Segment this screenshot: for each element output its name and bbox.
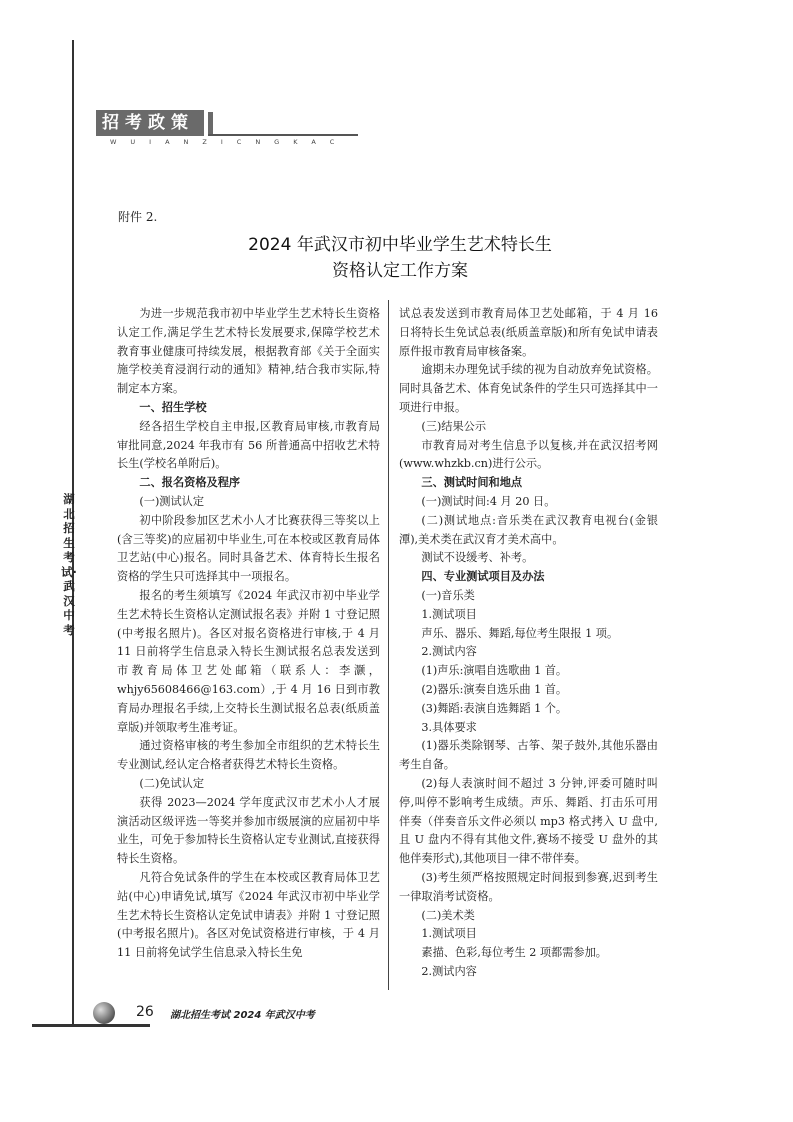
paragraph: 报名的考生须填写《2024 年武汉市初中毕业学生艺术特长生资格认定测试报名表》并附 1 寸登记照(中考报名照片)。各区对报名资格进行审核,于 4 月 11 日前将学生信息录入特长生测试报名总表发送到市教育局体卫艺处邮箱（联系人：李灏，whjy65608466@163.com）,于 4 月 16 日到市教育局办理报名手续,上交特长生测试报名总表(纸质盖章版)并领取考生准考证。 (117, 588, 380, 734)
paragraph: 初中阶段参加区艺术小人才比赛获得三等奖以上(含三等奖)的应届初中毕业生,可在本校或区教育局体卫艺站(中心)报名。同时具备艺术、体育特长生报名资格的学生只可选择其中一项报名。 (117, 513, 380, 584)
section-heading: 三、测试时间和地点 (421, 476, 523, 490)
paragraph: (一)测试时间:4 月 20 日。 (421, 494, 556, 508)
paragraph: (1)器乐类除钢琴、古筝、架子鼓外,其他乐器由考生自备。 (399, 739, 658, 772)
paragraph: 通过资格审核的考生参加全市组织的艺术特长生专业测试,经认定合格者获得艺术特长生资格。 (117, 739, 380, 772)
paragraph: (二)美术类 (421, 908, 475, 922)
paragraph: 市教育局对考生信息予以复核,并在武汉招考网(www.whzkb.cn)进行公示。 (399, 438, 658, 471)
section-pinyin: WUIANZICNGKAC (110, 138, 349, 146)
paragraph: 为进一步规范我市初中毕业学生艺术特长生资格认定工作,满足学生艺术特长发展要求,保障学校艺术教育事业健康可持续发展，根据教育部《关于全面实施学校美育浸润行动的通知》精神,结合我市实际,特制定本方案。 (117, 307, 380, 396)
section-label: 招考政策 (96, 110, 204, 136)
paragraph: 2.测试内容 (421, 964, 477, 978)
body-column-right (399, 305, 658, 982)
paragraph: (3)考生须严格按照规定时间报到参赛,迟到考生一律取消考试资格。 (399, 870, 658, 903)
banner-rule (208, 134, 358, 136)
document-title-line2: 资格认定工作方案 (332, 261, 468, 281)
sidebar-journal-title: 湖北招生考试·武汉中考 (61, 492, 77, 637)
banner-accent (208, 112, 213, 134)
document-title-line1: 2024 年武汉市初中毕业学生艺术特长生 (248, 235, 552, 255)
column-divider (388, 300, 389, 990)
paragraph: (1)声乐:演唱自选歌曲 1 首。 (421, 664, 568, 678)
paragraph: (二)测试地点:音乐类在武汉教育电视台(金银潭),美术类在武汉育才美术高中。 (399, 513, 658, 546)
paragraph: 获得 2023—2024 学年度武汉市艺术小人才展演活动区级评选一等奖并参加市级展演的应届初中毕业生，可免于参加特长生资格认定专业测试,直接获得特长生资格。 (117, 795, 380, 866)
annex-label: 附件 2. (118, 210, 158, 224)
paragraph: 1.测试项目 (421, 927, 477, 941)
paragraph: 素描、色彩,每位考生 2 项都需参加。 (421, 946, 607, 960)
paragraph: (3)舞蹈:表演自选舞蹈 1 个。 (421, 701, 568, 715)
paragraph: 声乐、器乐、舞蹈,每位考生限报 1 项。 (421, 626, 619, 640)
section-banner (96, 110, 358, 148)
paragraph: 3.具体要求 (421, 720, 477, 734)
footer-sphere-icon (93, 1002, 115, 1024)
paragraph: (2)每人表演时间不超过 3 分钟,评委可随时叫停,叫停不影响考生成绩。声乐、舞蹈、打击乐可用伴奏（伴奏音乐文件必须以 mp3 格式拷入 U 盘中,且 U 盘内不得有其他文件,赛场不接受 U 盘外的其他伴奏形式),其他项目一律不带伴奏。 (399, 776, 658, 866)
paragraph: (2)器乐:演奏自选乐曲 1 首。 (421, 682, 568, 696)
paragraph: (一)音乐类 (421, 588, 475, 602)
section-heading: 四、专业测试项目及办法 (421, 570, 545, 584)
paragraph: 凡符合免试条件的学生在本校或区教育局体卫艺站(中心)申请免试,填写《2024 年武汉市初中毕业学生艺术特长生资格认定免试申请表》并附 1 寸登记照(中考报名照片)。各区对免试资格进行审核，于 4 月 11 日前将免试学生信息录入特长生免 (117, 870, 380, 960)
paragraph: 2.测试内容 (421, 645, 477, 659)
paragraph: (三)结果公示 (421, 419, 487, 433)
footer-rule (32, 1024, 150, 1027)
paragraph: 经各招生学校自主申报,区教育局审核,市教育局审批同意,2024 年我市有 56 所普通高中招收艺术特长生(学校名单附后)。 (117, 419, 380, 471)
section-heading: 一、招生学校 (139, 400, 207, 414)
page-number: 26 (136, 1004, 154, 1020)
paragraph: 试总表发送到市教育局体卫艺处邮箱，于 4 月 16 日将特长生免试总表(纸质盖章版)和所有免试申请表原件报市教育局审核备案。 (399, 307, 658, 358)
paragraph: 测试不设缓考、补考。 (421, 551, 534, 565)
paragraph: (二)免试认定 (139, 776, 205, 790)
footer-publication: 湖北招生考试 2024 年武汉中考 (170, 1010, 315, 1021)
paragraph: (一)测试认定 (139, 494, 205, 508)
paragraph: 1.测试项目 (421, 607, 477, 621)
paragraph: 逾期未办理免试手续的视为自动放弃免试资格。同时具备艺术、体育免试条件的学生只可选择其中一项进行申报。 (399, 363, 658, 414)
body-column-left (117, 305, 380, 963)
section-heading: 二、报名资格及程序 (139, 476, 241, 490)
